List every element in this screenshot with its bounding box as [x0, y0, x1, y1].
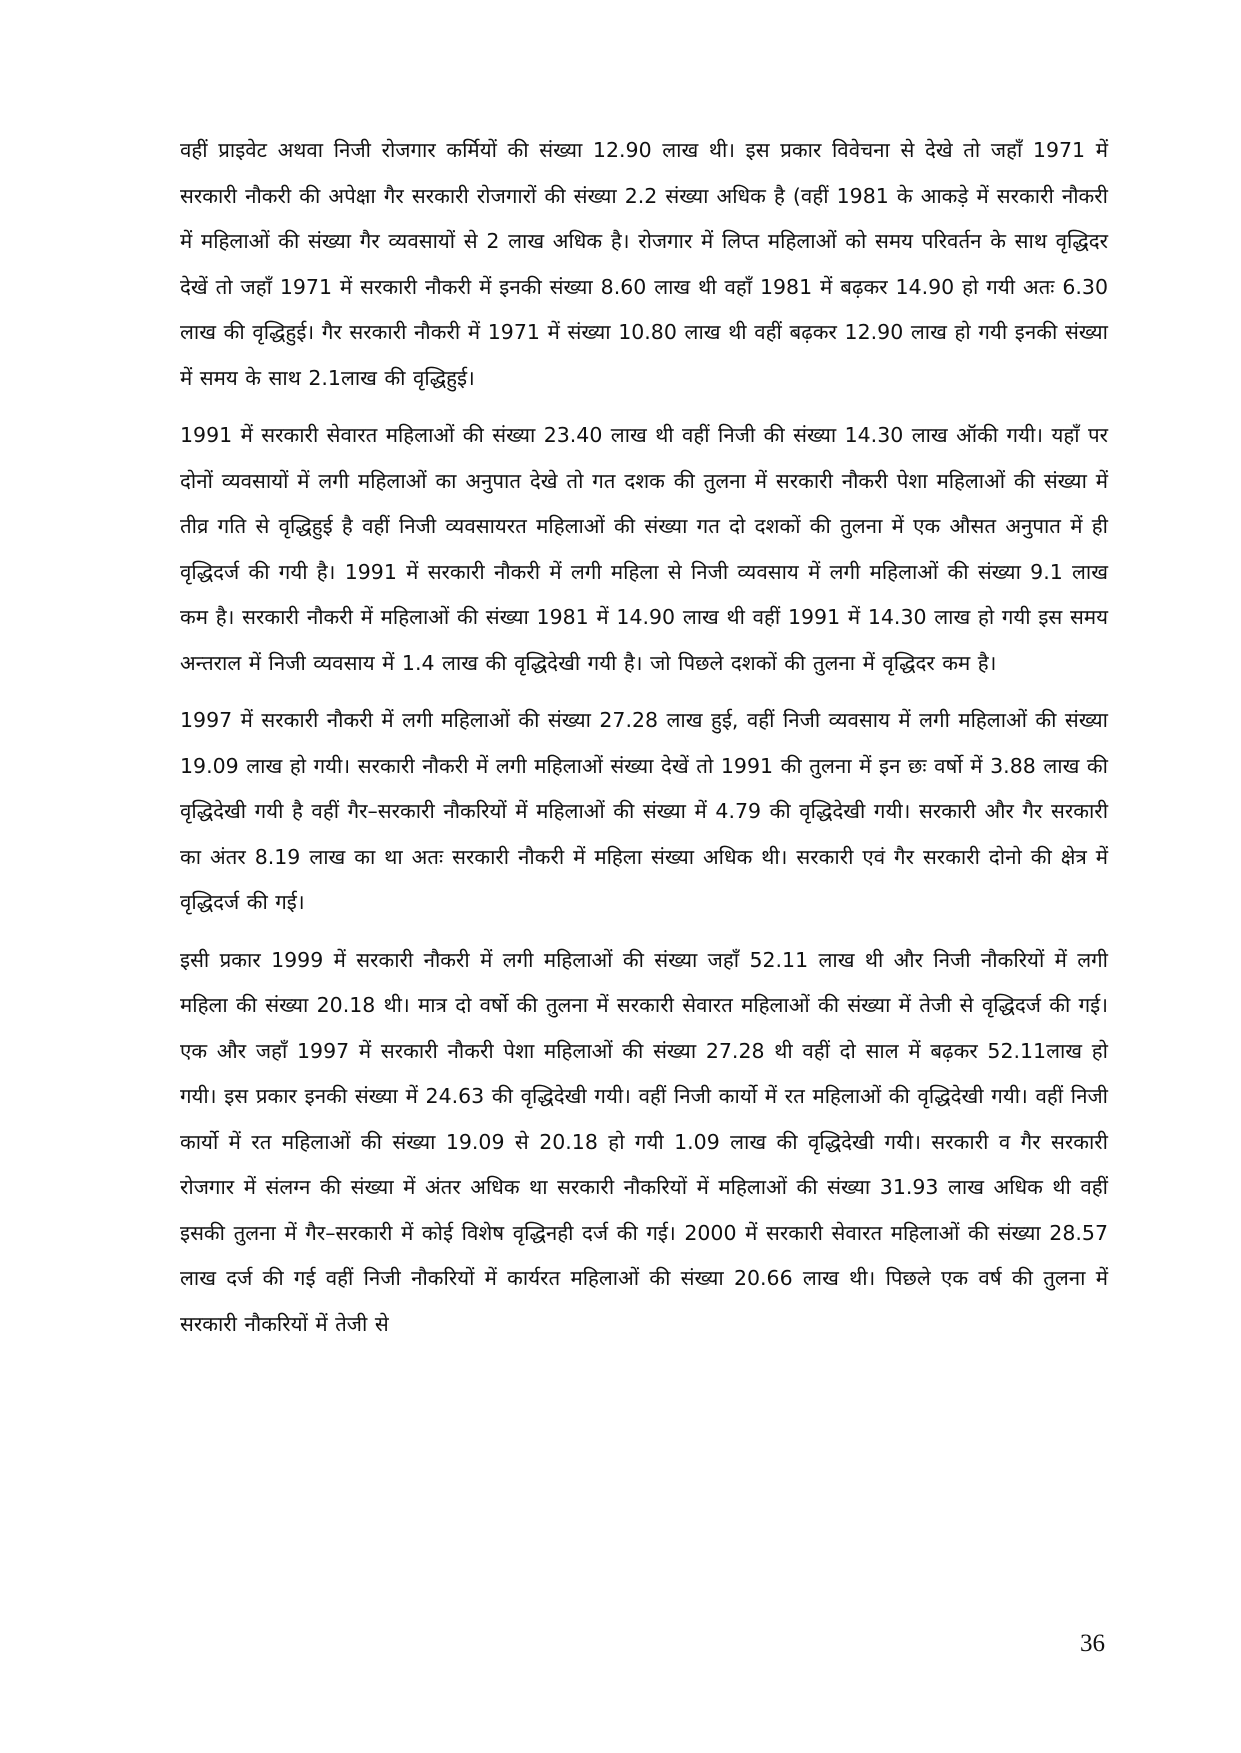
page-number: 36 [1080, 1630, 1105, 1657]
body-text [180, 128, 1108, 1359]
paragraph-1991: 1991 में सरकारी सेवारत महिलाओं की संख्या 23.40 लाख थी वहीं निजी की संख्या 14.30 लाख ऑकी गयी। यहॉं पर दोनों व्यवसायों में लगी महिलाओं का अनुपात देखे तो गत दशक की तुलना में सरकारी नौकरी पेशा महिलाओं की संख्या में तीव्र गति से वृद्धिहुई है वहीं निजी व्यवसायरत महिलाओं की संख्या गत दो दशकों की तुलना में एक औसत अनुपात में ही वृद्धिदर्ज की गयी है। 1991 में सरकारी नौकरी में लगी महिला से निजी व्यवसाय में लगी महिलाओं की संख्या 9.1 लाख कम है। सरकारी नौकरी में महिलाओं की संख्या 1981 में 14.90 लाख थी वहीं 1991 में 14.30 लाख हो गयी इस समय अन्तराल में निजी व्यवसाय में 1.4 लाख की वृद्धिदेखी गयी है। जो पिछले दशकों की तुलना में वृद्धिदर कम है। [180, 423, 1108, 675]
paragraph-1999-2000: इसी प्रकार 1999 में सरकारी नौकरी में लगी महिलाओं की संख्या जहॉं 52.11 लाख थी और निजी नौकरियों में लगी महिला की संख्या 20.18 थी। मात्र दो वर्षो की तुलना में सरकारी सेवारत महिलाओं की संख्या में तेजी से वृद्धिदर्ज की गई। एक और जहॉं 1997 में सरकारी नौकरी पेशा महिलाओं की संख्या 27.28 थी वहीं दो साल में बढ़कर 52.11लाख हो गयी। इस प्रकार इनकी संख्या में 24.63 की वृद्धिदेखी गयी। वहीं निजी कार्यो में रत महिलाओं की वृद्धिदेखी गयी। वहीं निजी कार्यो में रत महिलाओं की संख्या 19.09 से 20.18 हो गयी 1.09 लाख की वृद्धिदेखी गयी। सरकारी व गैर सरकारी रोजगार में संलग्न की संख्या में अंतर अधिक था सरकारी नौकरियों में महिलाओं की संख्या 31.93 लाख अधिक थी वहीं इसकी तुलना में गैर–सरकारी में कोई विशेष वृद्धिनही दर्ज की गई। 2000 में सरकारी सेवारत महिलाओं की संख्या 28.57 लाख दर्ज की गई वहीं निजी नौकरियों में कार्यरत महिलाओं की संख्या 20.66 लाख थी। पिछले एक वर्ष की तुलना में सरकारी नौकरियों में तेजी से [180, 947, 1108, 1336]
paragraph-1997: 1997 में सरकारी नौकरी में लगी महिलाओं की संख्या 27.28 लाख हुई, वहीं निजी व्यवसाय में लगी महिलाओं की संख्या 19.09 लाख हो गयी। सरकारी नौकरी में लगी महिलाओं संख्या देखें तो 1991 की तुलना में इन छः वर्षो में 3.88 लाख की वृद्धिदेखी गयी है वहीं गैर–सरकारी नौकरियों में महिलाओं की संख्या में 4.79 की वृद्धिदेखी गयी। सरकारी और गैर सरकारी का अंतर 8.19 लाख का था अतः सरकारी नौकरी में महिला संख्या अधिक थी। सरकारी एवं गैर सरकारी दोनो की क्षेत्र में वृद्धिदर्ज की गई। [180, 708, 1108, 914]
paragraph-1971-1981: वहीं प्राइवेट अथवा निजी रोजगार कर्मियों की संख्या 12.90 लाख थी। इस प्रकार विवेचना से देखे तो जहॉं 1971 में सरकारी नौकरी की अपेक्षा गैर सरकारी रोजगारों की संख्या 2.2 संख्या अधिक है (वहीं 1981 के आकड़े में सरकारी नौकरी में महिलाओं की संख्या गैर व्यवसायों से 2 लाख अधिक है। रोजगार में लिप्त महिलाओं को समय परिवर्तन के साथ वृद्धिदर देखें तो जहॉं 1971 में सरकारी नौकरी में इनकी संख्या 8.60 लाख थी वहॉं 1981 में बढ़कर 14.90 हो गयी अतः 6.30 लाख की वृद्धिहुई। गैर सरकारी नौकरी में 1971 में संख्या 10.80 लाख थी वहीं बढ़कर 12.90 लाख हो गयी इनकी संख्या में समय के साथ 2.1लाख की वृद्धिहुई। [180, 138, 1108, 390]
